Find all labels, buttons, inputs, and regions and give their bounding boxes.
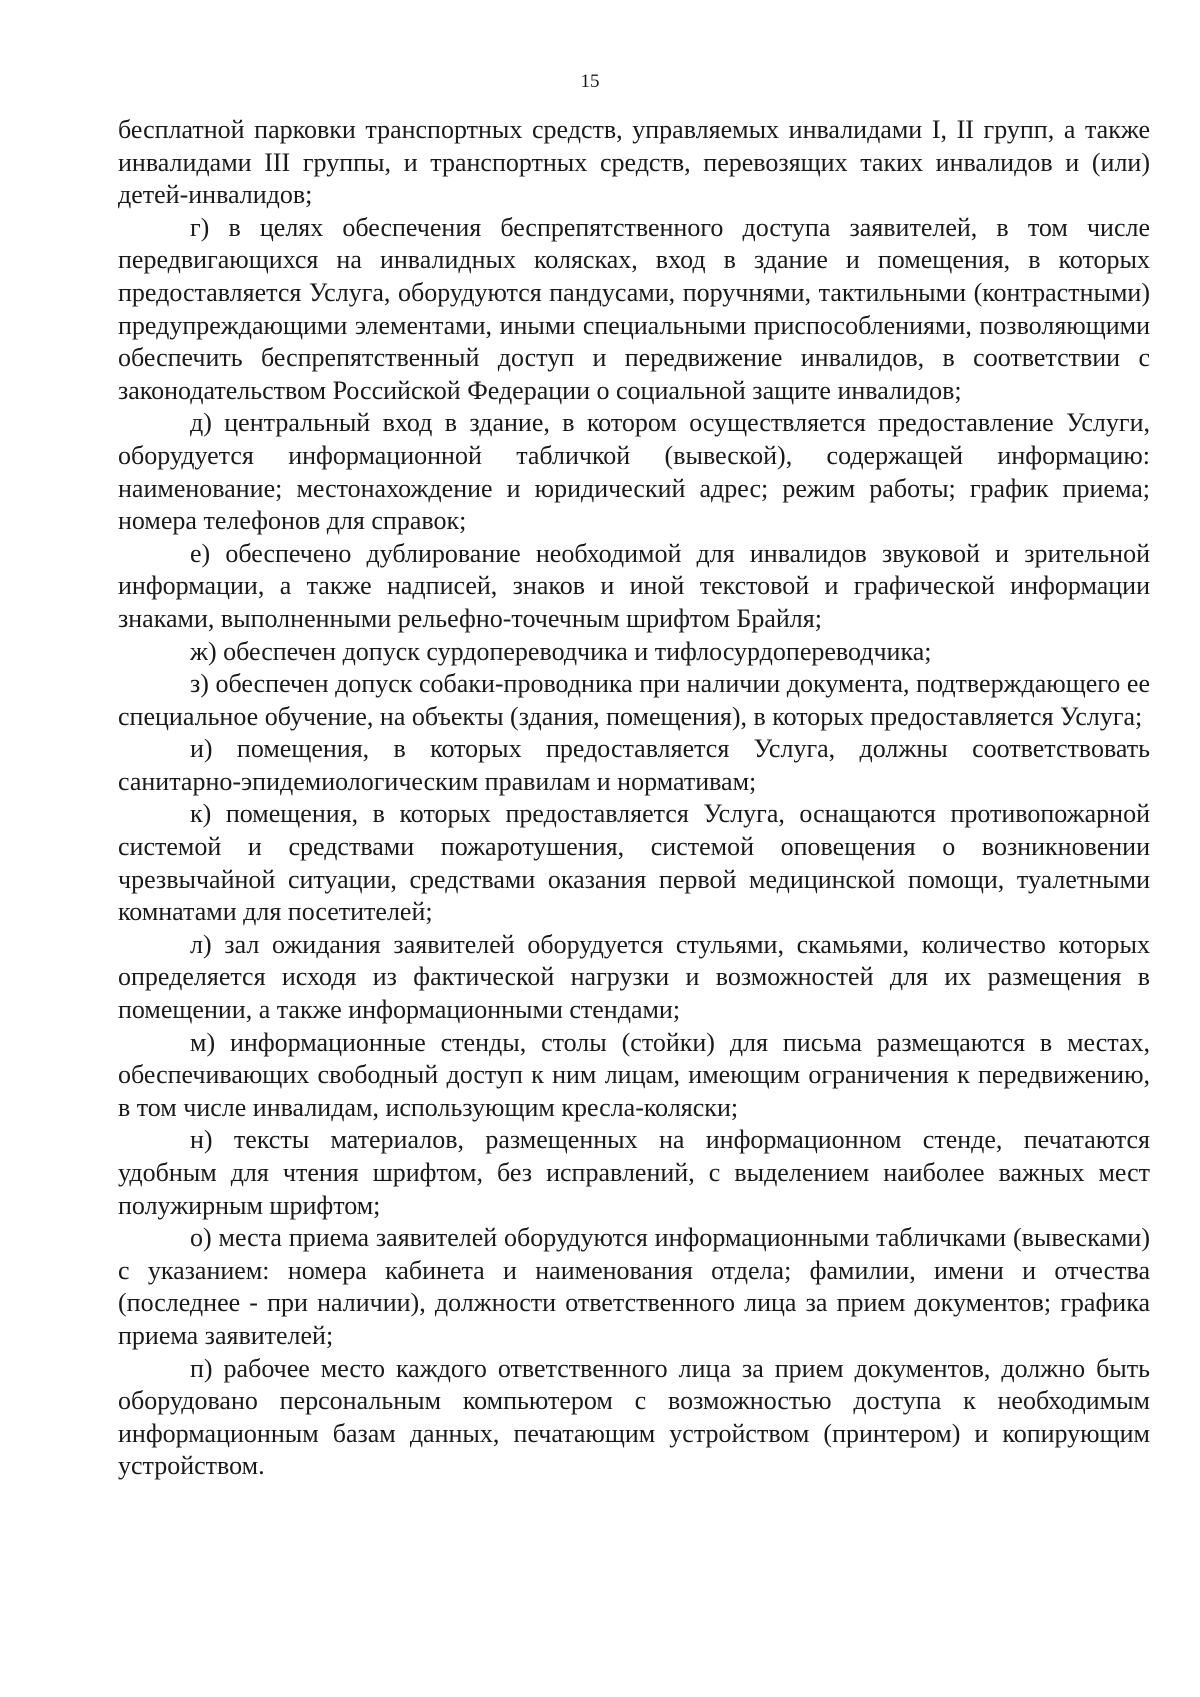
paragraph-g: г) в целях обеспечения беспрепятственного доступа заявителей, в том числе передвигающихся на инвалидных колясках, вход в здание и помещения, в которых предоставляется Услуга, оборудуются пандусами, поручнями, тактильными (контрастными) предупреждающими элементами, иными специальными приспособлениями, позволяющими обеспечить беспрепятственный доступ и передвижение инвалидов, в соответствии с законодательством Российской Федерации о социальной защите инвалидов; <box>118 212 1150 405</box>
paragraph-continued: бесплатной парковки транспортных средств, управляемых инвалидами I, II групп, а также инвалидами III группы, и транспортных средств, перевозящих таких инвалидов и (или) детей-инвалидов; <box>118 115 1150 210</box>
paragraph-z: з) обеспечен допуск собаки-проводника при наличии документа, подтверждающего ее специальное обучение, на объекты (здания, помещения), в которых предоставляется Услуга; <box>118 669 1150 731</box>
paragraph-zh: ж) обеспечен допуск сурдопереводчика и тифлосурдопереводчика; <box>190 636 932 666</box>
paragraph-p: п) рабочее место каждого ответственного лица за прием документов, должно быть оборудовано персональным компьютером с возможностью доступа к необходимым информационным базам данных, печатающим устройством (принтером) и копирующим устройством. <box>118 1353 1150 1481</box>
paragraph-m: м) информационные стенды, столы (стойки) для письма размещаются в местах, обеспечивающих свободный доступ к ним лицам, имеющим ограничения к передвижению, в том числе инвалидам, использующим кресла-коляски; <box>118 1027 1150 1122</box>
paragraph-d: д) центральный вход в здание, в котором осуществляется предоставление Услуги, оборудуется информационной табличкой (вывеской), содержащей информацию: наименование; местонахождение и юридический адрес; режим работы; график приема; номера телефонов для справок; <box>118 408 1150 536</box>
paragraph-o: о) места приема заявителей оборудуются информационными табличками (вывесками) с указанием: номера кабинета и наименования отдела; фамилии, имени и отчества (последнее - при наличии), должности ответственного лица за прием документов; графика приема заявителей; <box>118 1223 1150 1350</box>
paragraph-l: л) зал ожидания заявителей оборудуется стульями, скамьями, количество которых определяется исходя из фактической нагрузки и возможностей для их размещения в помещении, а также информационными стендами; <box>118 929 1150 1025</box>
paragraph-n: н) тексты материалов, размещенных на информационном стенде, печатаются удобным для чтения шрифтом, без исправлений, с выделением наиболее важных мест полужирным шрифтом; <box>118 1125 1150 1220</box>
paragraph-k: к) помещения, в которых предоставляется Услуга, оснащаются противопожарной системой и средствами пожаротушения, системой оповещения о возникновении чрезвычайной ситуации, средствами оказания первой медицинской помощи, туалетными комнатами для посетителей; <box>118 799 1150 927</box>
paragraph-e: е) обеспечено дублирование необходимой для инвалидов звуковой и зрительной информации, а также надписей, знаков и иной текстовой и графической информации знаками, выполненными рельефно-точечным шрифтом Брайля; <box>118 538 1150 633</box>
page-number: 15 <box>580 71 600 92</box>
paragraph-i: и) помещения, в которых предоставляется Услуга, должны соответствовать санитарно-эпидемиологическим правилам и нормативам; <box>118 734 1150 796</box>
document-body <box>118 114 1150 1483</box>
